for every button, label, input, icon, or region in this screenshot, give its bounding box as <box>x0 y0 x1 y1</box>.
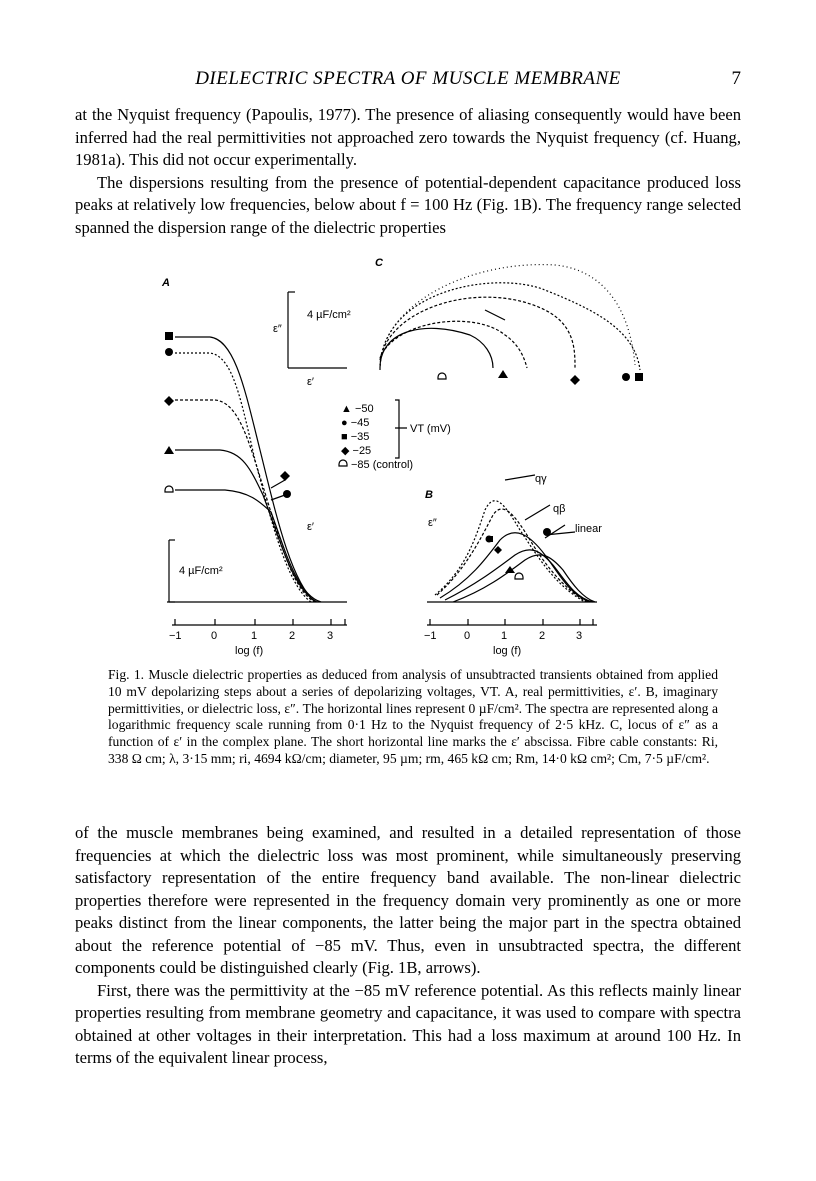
panel-c-x-label: ε′ <box>307 376 314 388</box>
paragraph: First, there was the permittivity at the −85 mV reference potential. As this reflects mainly linear properties resulting from membrane geometry and capacitance, it was used to compare with spectra obtained at other voltages in their interpretation. This had a loss maximum at around 100 Hz. In terms of the equivalent linear process, <box>75 980 741 1067</box>
panel-c-label: C <box>375 257 383 269</box>
panel-a-scale-label: 4 µF/cm² <box>179 565 223 577</box>
panel-b-x-label: log (f) <box>493 645 522 657</box>
q-gamma-label: qγ <box>535 473 547 485</box>
panel-a-arrows <box>271 480 285 500</box>
paragraph: The dispersions resulting from the presence of potential-dependent capacitance produced loss peaks at relatively low frequencies, below about f = 100 Hz (Fig. 1B). The frequency range selected spanned the dispersion range of the dielectric properties <box>75 172 741 237</box>
panel-c-y-label: ε″ <box>273 323 282 335</box>
tick-label: 3 <box>576 630 583 642</box>
tick-label: 0 <box>211 630 218 642</box>
series-markers <box>164 332 643 573</box>
panel-b-eps-label: ε″ <box>428 517 437 529</box>
marker-diamond <box>280 471 290 481</box>
marker-circle <box>283 490 291 498</box>
marker-circle <box>165 348 173 356</box>
paragraph: at the Nyquist frequency (Papoulis, 1977). The presence of aliasing consequently would have been inferred had the real permittivities not approached zero towards the Nyquist frequency (cf. Huang, 1981a). This did not occur experimentally. <box>75 105 741 169</box>
legend-item: ◆ −25 <box>341 445 372 457</box>
marker-triangle <box>164 446 174 454</box>
figure-graphics <box>75 250 741 660</box>
panel-a-label: A <box>162 277 170 289</box>
legend-item: ▲ −50 <box>341 403 374 415</box>
paragraph: of the muscle membranes being examined, and resulted in a detailed representation of those frequencies at which the dielectric loss was most prominent, while simultaneously preserving satisfactory representation of the entire frequency band available. The non-linear dielectric properties therefore were represented in the frequency domain very prominently as one or more peaks distinct from the linear components, the latter being the major part in the spectra obtained about the reference potential of −85 mV. Thus, even in unsubtracted spectra, the different components could be distinguished clearly (Fig. 1B, arrows). <box>75 823 741 977</box>
marker-circle <box>543 528 551 536</box>
legend-control-marker <box>339 460 347 466</box>
marker-half-open <box>165 486 173 492</box>
linear-label: linear <box>575 523 602 535</box>
marker-diamond <box>570 375 580 385</box>
body-text-top <box>75 104 741 239</box>
tick-label: 1 <box>501 630 508 642</box>
legend-brace <box>395 400 407 458</box>
marker-half-open <box>438 373 446 379</box>
panel-b-curves <box>435 475 595 602</box>
caption-text: Fig. 1. Muscle dielectric properties as deduced from analysis of unsubtracted transients obtained from applied 10 mV depolarizing steps about a series of depolarizing voltages, VT. A, real permittivities, ε′. B, imaginary permittivities, or dielectric loss, ε″. The horizontal lines represent 0 µF/cm². The spectra are represented along a logarithmic frequency scale running from 0·1 Hz to the Nyquist frequency of 2·5 kHz. C, locus of ε″ as a function of ε′ in the complex plane. The short horizontal line marks the ε′ abscissa. Fibre cable constants: Ri, 338 Ω cm; λ, 3·15 mm; ri, 4694 kΩ/cm; diameter, 95 µm; rm, 465 kΩ cm; Rm, 14·0 kΩ cm²; Cm, 7·5 µF/cm². <box>108 667 718 766</box>
legend-item: ● −45 <box>341 417 370 429</box>
q-beta-label: qβ <box>553 503 566 515</box>
marker-square <box>165 332 173 340</box>
marker-half-open <box>515 573 523 579</box>
page-number: 7 <box>731 68 741 89</box>
marker-square <box>635 373 643 381</box>
legend-item: ■ −35 <box>341 431 370 443</box>
figure-caption <box>108 667 718 768</box>
panel-a-curves <box>175 337 321 602</box>
body-text-bottom <box>75 822 741 1070</box>
panel-c-scale-label: 4 µF/cm² <box>307 309 351 321</box>
marker-diamond <box>164 396 174 406</box>
panel-a-x-label: log (f) <box>235 645 264 657</box>
marker-triangle <box>498 370 508 378</box>
panel-b-ticks <box>430 619 593 625</box>
figure-1 <box>75 250 741 660</box>
panel-a-ticks <box>175 619 345 625</box>
tick-label: 1 <box>251 630 258 642</box>
running-title: DIELECTRIC SPECTRA OF MUSCLE MEMBRANE <box>195 68 621 89</box>
marker-square <box>487 536 493 542</box>
panel-c-loci <box>380 265 640 370</box>
tick-label: −1 <box>169 630 182 642</box>
legend-vt-label: VT (mV) <box>410 423 451 435</box>
tick-label: 2 <box>289 630 296 642</box>
tick-label: −1 <box>424 630 437 642</box>
marker-circle <box>622 373 630 381</box>
page-header <box>75 68 741 92</box>
tick-label: 2 <box>539 630 546 642</box>
panel-a-eps-label: ε′ <box>307 521 314 533</box>
legend-control: −85 (control) <box>351 459 414 471</box>
marker-triangle <box>505 566 515 573</box>
panel-b-label: B <box>425 489 433 501</box>
panel-c-arrow <box>485 310 505 320</box>
tick-label: 0 <box>464 630 471 642</box>
tick-label: 3 <box>327 630 334 642</box>
